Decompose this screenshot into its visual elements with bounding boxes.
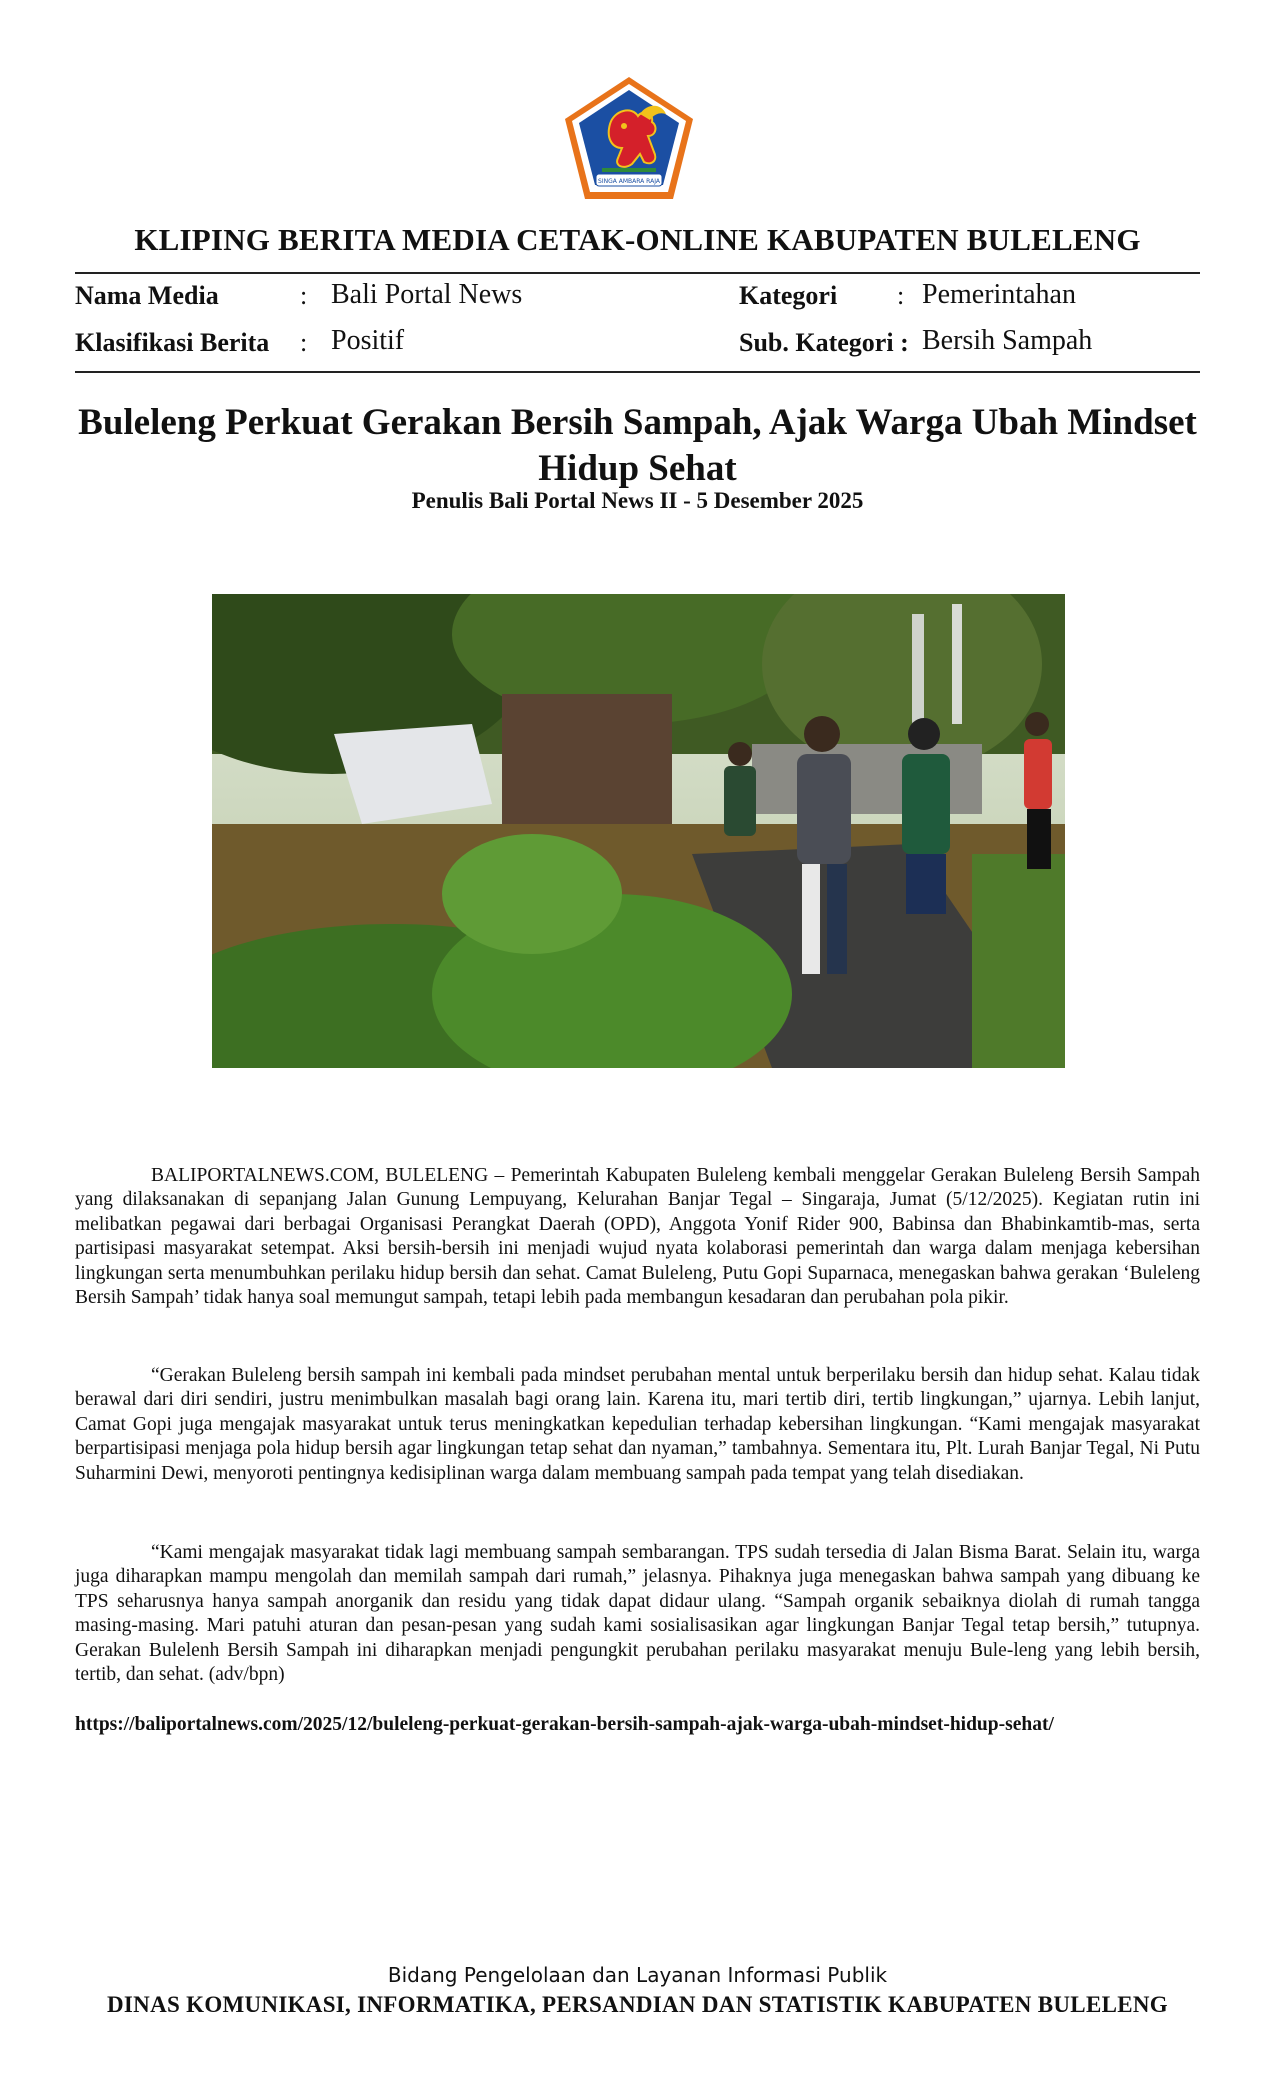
category-colon: : xyxy=(897,281,905,310)
classification-colon: : xyxy=(300,328,308,357)
article-photo xyxy=(212,594,1065,1068)
media-value: Bali Portal News xyxy=(331,279,523,310)
subcategory-value: Bersih Sampah xyxy=(922,325,1093,356)
document-title: KLIPING BERITA MEDIA CETAK-ONLINE KABUPATEN BULELENG xyxy=(134,222,1141,257)
category-value: Pemerintahan xyxy=(922,279,1076,310)
category-label: Kategori xyxy=(739,281,838,310)
classification-label: Klasifikasi Berita xyxy=(75,328,270,357)
article-headline: Buleleng Perkuat Gerakan Bersih Sampah, Ajak Warga Ubah Mindset Hidup Sehat xyxy=(78,402,1197,489)
source-url: https://baliportalnews.com/2025/12/buleleng-perkuat-gerakan-bersih-sampah-ajak-warga-ubah-mindset-hidup-sehat/ xyxy=(75,1714,1054,1735)
subcategory-label: Sub. Kategori : xyxy=(739,328,909,357)
footer-unit: Bidang Pengelolaan dan Layanan Informasi Publik xyxy=(387,1963,888,1987)
article-paragraph: “Kami mengajak masyarakat tidak lagi membuang sampah sembarangan. TPS sudah tersedia di Jalan Bisma Barat. Selain itu, warga juga diharapkan mampu mengolah dan memilah sampah dari rumah,” jelasnya. Pihaknya juga menegaskan bahwa sampah yang dibuang ke TPS seharusnya hanya sampah anorganik dan residu yang tidak dapat didaur ulang. “Sampah organik sebaiknya diolah di rumah tangga masing-masing. Mari patuhi aturan dan pesan-pesan yang sudah kami sosialisasikan agar lingkungan Banjar Tegal tetap bersih,” tutupnya. Gerakan Bulelenh Bersih Sampah ini diharapkan menjadi pengungkit perubahan perilaku masyarakat menuju Bule-leng yang lebih bersih, tertib, dan sehat. (adv/bpn) xyxy=(75,1542,1200,1686)
article-byline: Penulis Bali Portal News II - 5 Desember 2025 xyxy=(411,488,864,513)
media-colon: : xyxy=(300,281,308,310)
article-paragraph: “Gerakan Buleleng bersih sampah ini kembali pada mindset perubahan mental untuk berperilaku bersih dan hidup sehat. Kalau tidak berawal dari diri sendiri, justru menimbulkan masalah bagi orang lain. Karena itu, mari tertib diri, tertib lingkungan,” ujarnya. Lebih lanjut, Camat Gopi juga mengajak masyarakat untuk terus meningkatkan kepedulian terhadap kebersihan lingkungan. “Kami mengajak masyarakat berpartisipasi menjaga pola hidup bersih agar lingkungan tetap sehat dan nyaman,” tambahnya. Sementara itu, Plt. Lurah Banjar Tegal, Ni Putu Suharmini Dewi, menyoroti pentingnya kedisiplinan warga dalam membuang sampah pada tempat yang telah disediakan. xyxy=(75,1365,1200,1484)
footer-office: DINAS KOMUNIKASI, INFORMATIKA, PERSANDIAN DAN STATISTIK KABUPATEN BULELENG xyxy=(107,1992,1168,2017)
classification-value: Positif xyxy=(331,325,405,356)
header-rule-bottom xyxy=(75,371,1200,373)
buleleng-emblem-logo xyxy=(562,74,696,202)
svg-text:SINGA AMBARA RAJA: SINGA AMBARA RAJA xyxy=(598,178,660,185)
article-paragraph: BALIPORTALNEWS.COM, BULELENG – Pemerintah Kabupaten Buleleng kembali menggelar Gerakan Buleleng Bersih Sampah yang dilaksanakan di sepanjang Jalan Gunung Lempuyang, Kelurahan Banjar Tegal – Singaraja, Jumat (5/12/2025). Kegiatan rutin ini melibatkan pegawai dari berbagai Organisasi Perangkat Daerah (OPD), Anggota Yonif Rider 900, Babinsa dan Bhabinkamtib-mas, serta partisipasi masyarakat setempat. Aksi bersih-bersih ini menjadi wujud nyata kolaborasi pemerintah dan warga dalam menjaga kebersihan lingkungan serta menumbuhkan perilaku hidup bersih dan sehat. Camat Buleleng, Putu Gopi Suparnaca, menegaskan bahwa gerakan ‘Buleleng Bersih Sampah’ tidak hanya soal memungut sampah, tetapi lebih pada membangun kesadaran dan perubahan pola pikir. xyxy=(75,1165,1200,1309)
media-label: Nama Media xyxy=(75,281,219,310)
header-rule-top xyxy=(75,272,1200,274)
